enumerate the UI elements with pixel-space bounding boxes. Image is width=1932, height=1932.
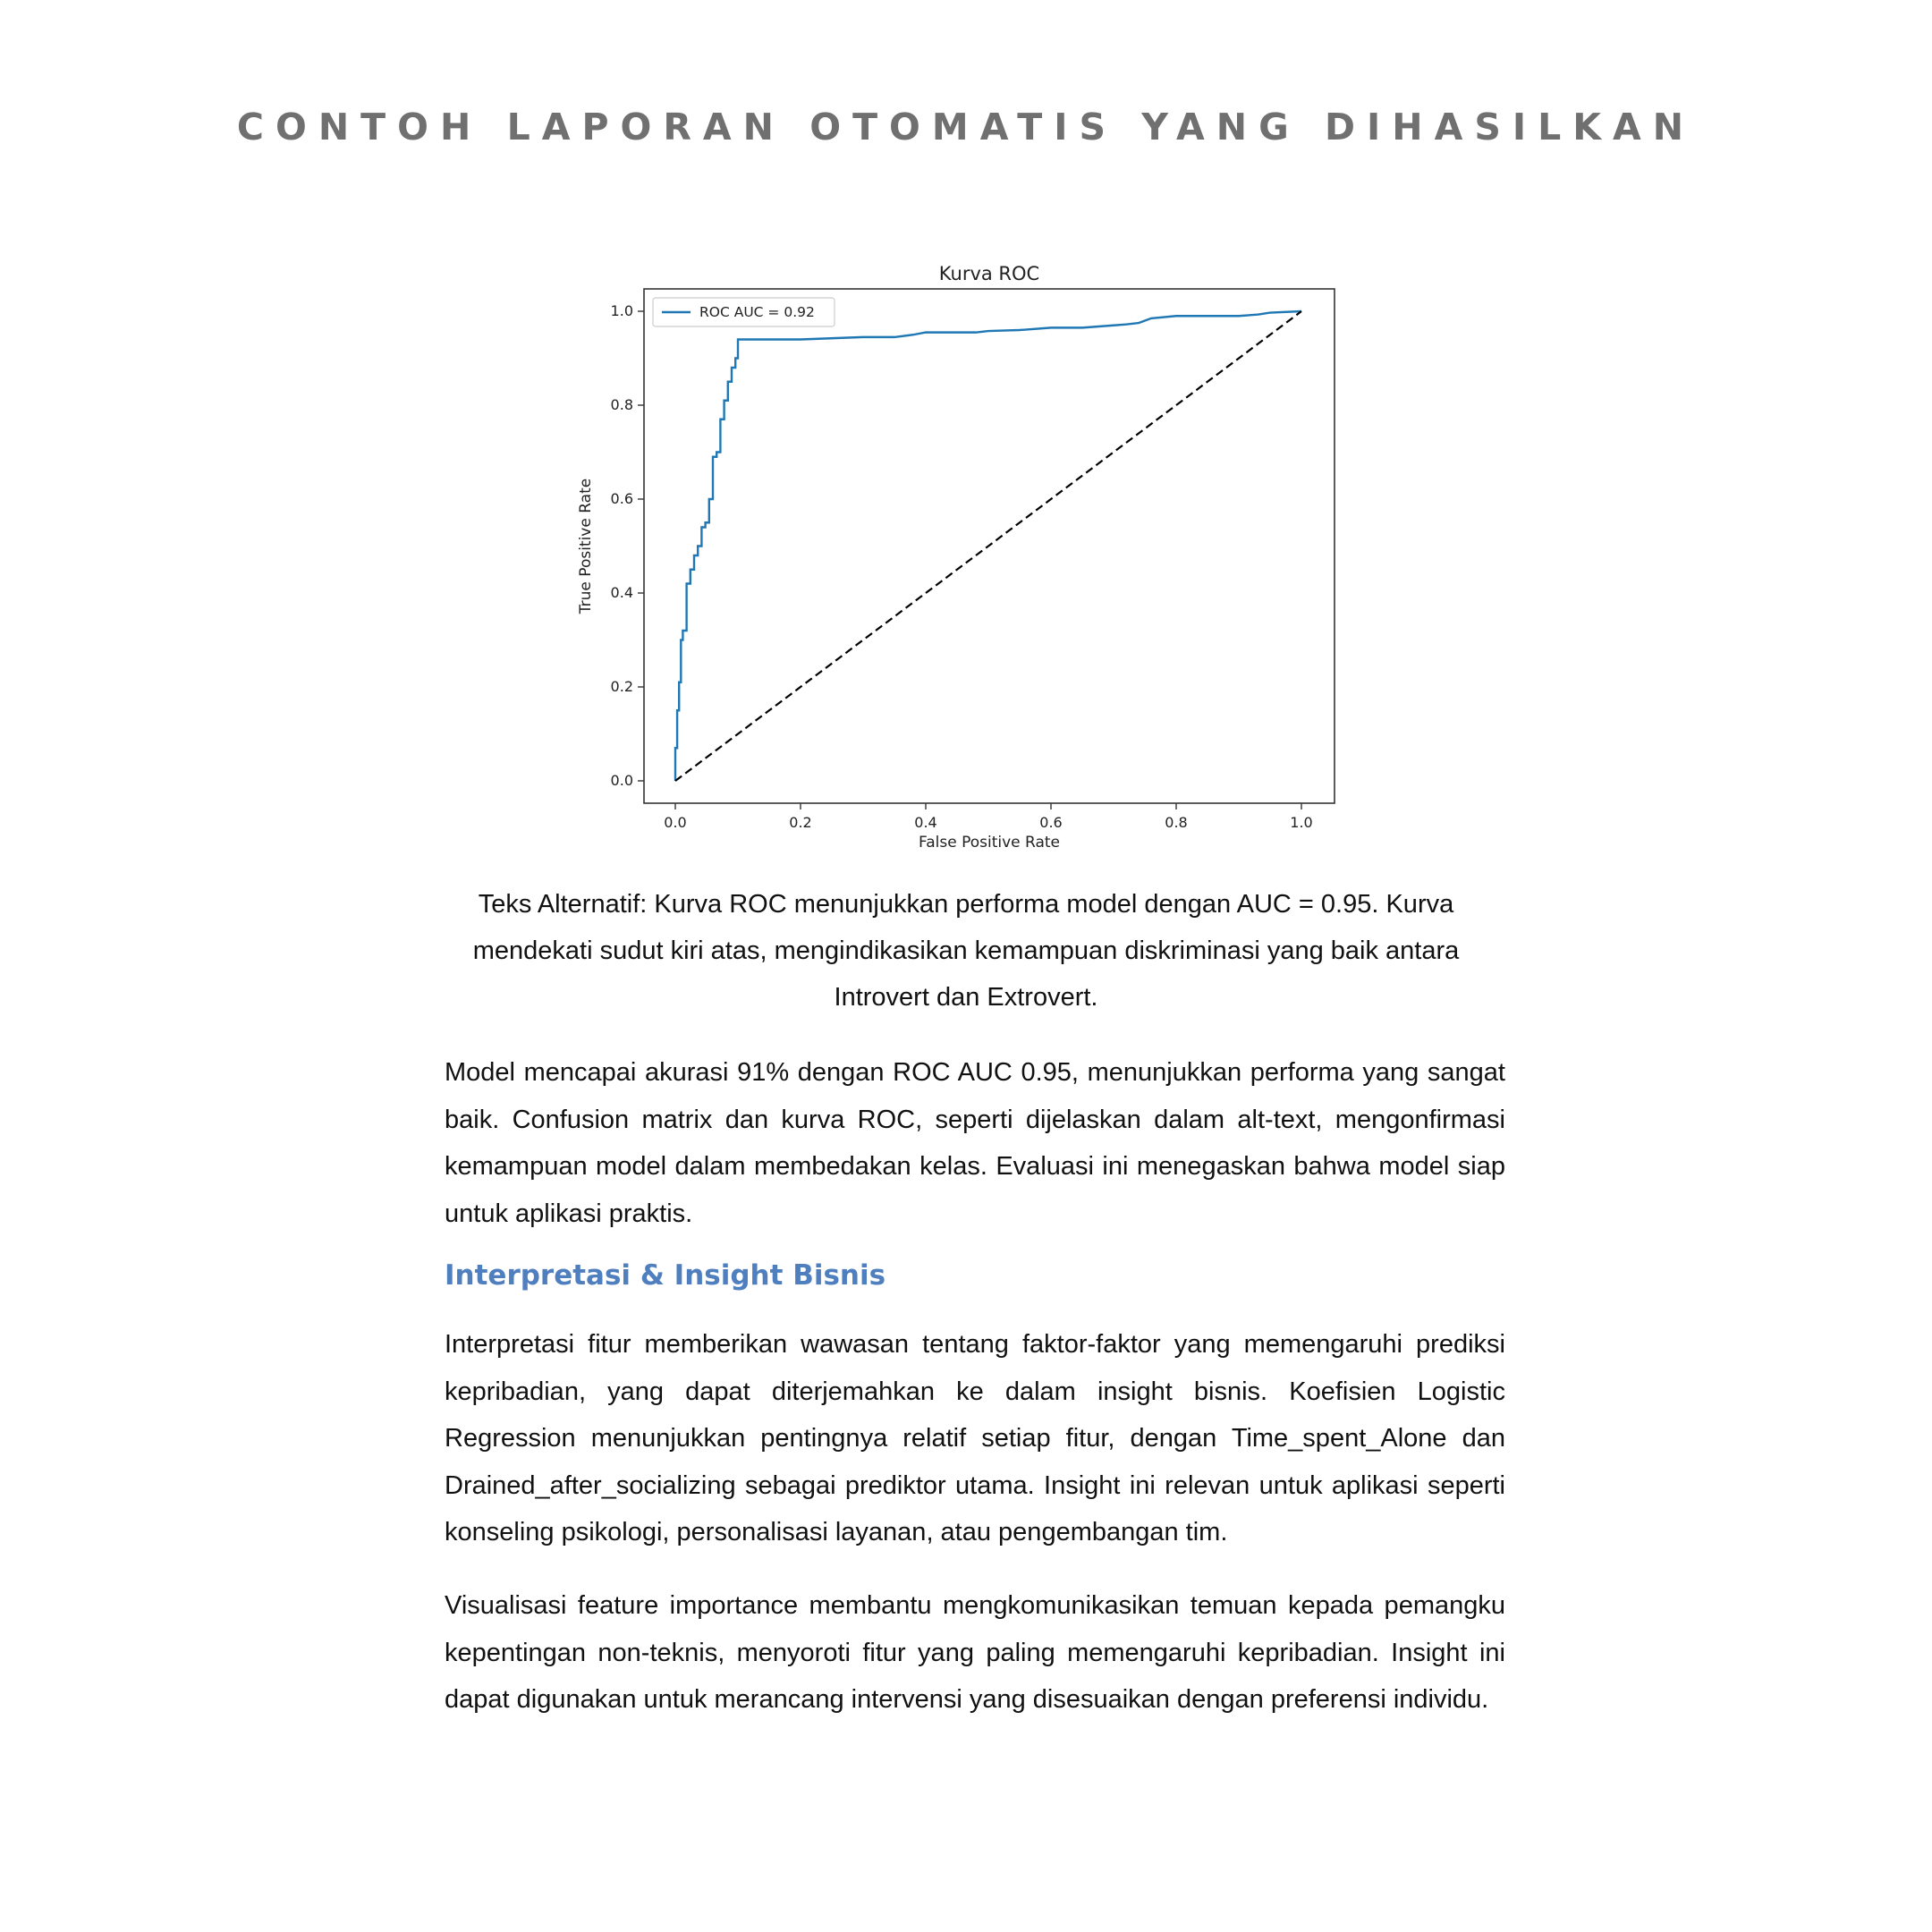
figure-caption: Teks Alternatif: Kurva ROC menunjukkan performa model dengan AUC = 0.95. Kurva mendekati sudut kiri atas, mengindikasikan kemampuan diskriminasi yang baik antara Introvert dan Extrovert. <box>472 890 1460 1012</box>
x-tick-label: 0.4 <box>914 814 937 831</box>
x-tick-label: 0.2 <box>789 814 812 831</box>
x-tick-label: 1.0 <box>1290 814 1313 831</box>
x-axis-label: False Positive Rate <box>919 834 1060 852</box>
roc-chart <box>572 250 1360 859</box>
page-title: CONTOH LAPORAN OTOMATIS YANG DIHASILKAN <box>236 106 1696 148</box>
x-tick-label: 0.8 <box>1165 814 1188 831</box>
x-tick-label: 0.0 <box>664 814 687 831</box>
paragraph-interpretation: Interpretasi fitur memberikan wawasan tentang faktor-faktor yang memengaruhi prediksi kepribadian, yang dapat diterjemahkan ke dalam insight bisnis. Koefisien Logistic Regression menunjukkan pentingnya relatif setiap fitur, dengan Time_spent_Alone dan Drained_after_socializing sebagai prediktor utama. Insight ini relevan untuk aplikasi seperti konseling psikologi, personalisasi layanan, atau pengembangan tim. <box>445 1330 1505 1546</box>
y-tick-label: 0.6 <box>610 490 633 507</box>
chance-diagonal-line <box>675 311 1301 781</box>
y-tick-label: 0.2 <box>610 678 633 695</box>
y-axis-label: True Positive Rate <box>577 478 595 614</box>
legend-label: ROC AUC = 0.92 <box>699 304 815 320</box>
y-tick-label: 0.8 <box>610 396 633 413</box>
y-tick-label: 0.0 <box>610 772 633 789</box>
paragraph-visualization: Visualisasi feature importance membantu mengkomunikasikan temuan kepada pemangku kepentingan non-teknis, menyoroti fitur yang paling memengaruhi kepribadian. Insight ini dapat digunakan untuk merancang intervensi yang disesuaikan dengan preferensi individu. <box>445 1591 1505 1714</box>
paragraph-evaluation: Model mencapai akurasi 91% dengan ROC AUC 0.95, menunjukkan performa yang sangat baik. Confusion matrix dan kurva ROC, seperti dijelaskan dalam alt-text, mengonfirmasi kemampuan model dalam membedakan kelas. Evaluasi ini menegaskan bahwa model siap untuk aplikasi praktis. <box>445 1058 1505 1228</box>
y-tick-label: 1.0 <box>610 302 633 319</box>
section-heading: Interpretasi & Insight Bisnis <box>445 1259 886 1292</box>
y-tick-label: 0.4 <box>610 584 633 601</box>
x-tick-label: 0.6 <box>1039 814 1063 831</box>
chart-title: Kurva ROC <box>938 263 1040 284</box>
roc-chart-figure <box>572 250 1360 859</box>
